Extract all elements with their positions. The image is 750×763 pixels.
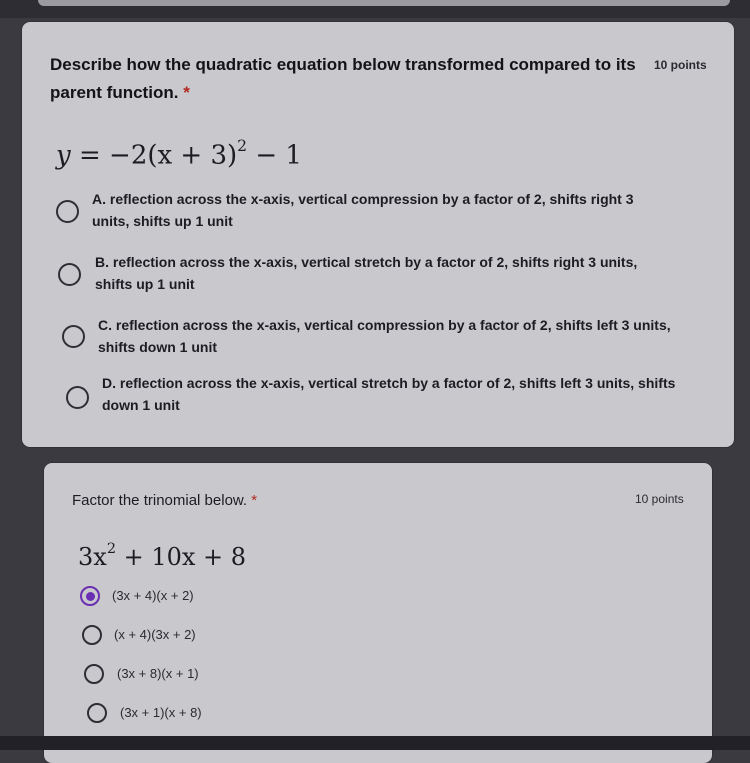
expression-rest: + 10x + 8 xyxy=(123,543,247,571)
points-label: 10 points xyxy=(635,492,684,506)
option-4-label[interactable]: (3x + 1)(x + 8) xyxy=(120,705,202,720)
radio-option-3[interactable] xyxy=(84,664,104,684)
option-3-label[interactable]: (3x + 8)(x + 1) xyxy=(117,666,199,681)
option-d-label[interactable] xyxy=(102,372,675,416)
required-asterisk: * xyxy=(183,83,190,102)
equation-lhs: y xyxy=(56,140,71,171)
top-band xyxy=(0,0,750,18)
bottom-band xyxy=(0,736,750,750)
points-label: 10 points xyxy=(654,58,707,72)
radio-option-a[interactable] xyxy=(56,200,79,223)
question2-title-text: Factor the trinomial below. xyxy=(72,492,248,509)
question-title-line1: Describe how the quadratic equation below transformed compared to its xyxy=(50,55,636,74)
option-c-label[interactable] xyxy=(98,314,671,358)
expression-lead: 3x xyxy=(78,543,107,571)
radio-option-b[interactable] xyxy=(58,263,81,286)
question-title xyxy=(50,51,650,107)
equation xyxy=(56,136,302,171)
question-card-transformation xyxy=(22,22,734,447)
option-b-line1: B. reflection across the x-axis, vertical stretch by a factor of 2, shifts right 3 units, xyxy=(95,254,638,270)
previous-card-edge xyxy=(38,0,730,6)
option-b-label[interactable] xyxy=(95,251,637,295)
equation-rhs: −2(x + 3) xyxy=(109,140,238,171)
question-title xyxy=(72,492,257,509)
expression-exponent: 2 xyxy=(106,541,116,558)
option-d-line1: D. reflection across the x-axis, vertical stretch by a factor of 2, shifts left 3 units, shifts xyxy=(102,375,676,391)
option-a-line2: units, shifts up 1 unit xyxy=(92,213,233,229)
required-asterisk: * xyxy=(251,492,258,509)
radio-option-2[interactable] xyxy=(82,625,102,645)
option-c-line1: C. reflection across the x-axis, vertical compression by a factor of 2, shifts left 3 units, xyxy=(98,317,671,333)
question-card-factor xyxy=(44,463,712,763)
expression xyxy=(78,543,246,571)
option-d-line2: down 1 unit xyxy=(102,397,180,413)
radio-option-1[interactable] xyxy=(80,586,100,606)
option-c-line2: shifts down 1 unit xyxy=(98,339,217,355)
option-2-label[interactable]: (x + 4)(3x + 2) xyxy=(114,627,196,642)
radio-option-d[interactable] xyxy=(66,386,89,409)
option-1-label[interactable]: (3x + 4)(x + 2) xyxy=(112,588,194,603)
radio-option-4[interactable] xyxy=(87,703,107,723)
option-a-line1: A. reflection across the x-axis, vertical compression by a factor of 2, shifts right 3 xyxy=(92,191,634,207)
equation-exponent: 2 xyxy=(237,136,248,155)
option-a-label[interactable] xyxy=(92,188,634,232)
option-b-line2: shifts up 1 unit xyxy=(95,276,195,292)
equation-tail: − 1 xyxy=(255,140,302,171)
equation-equals: = xyxy=(78,140,101,171)
question-title-line2: parent function. xyxy=(50,83,179,102)
radio-option-c[interactable] xyxy=(62,325,85,348)
